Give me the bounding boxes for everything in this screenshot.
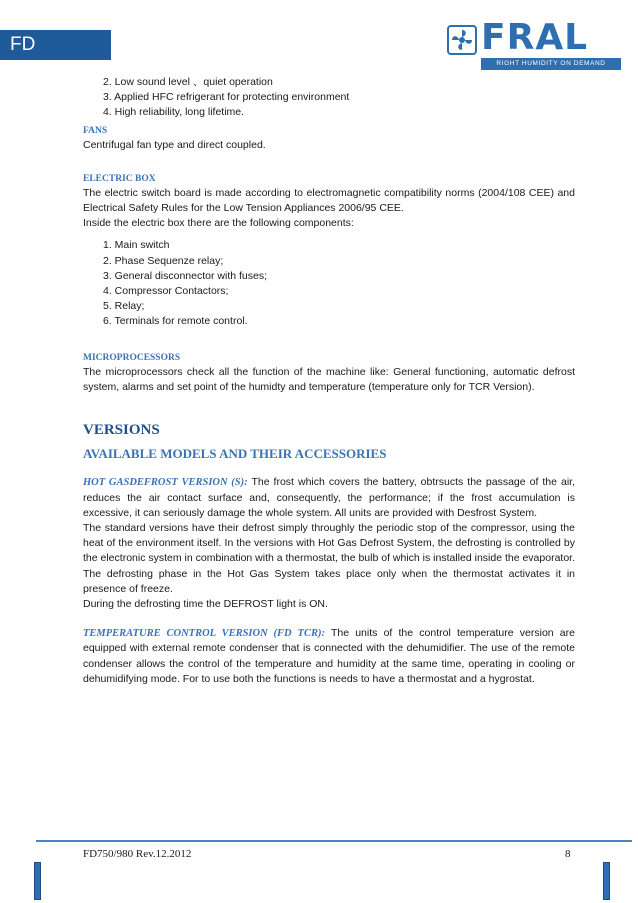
footer-right-bar (603, 862, 610, 900)
section-tab: FD (0, 30, 111, 60)
microprocessors-heading: MICROPROCESSORS (83, 352, 181, 363)
list-item: 6. Terminals for remote control. (103, 315, 248, 328)
features-list (83, 75, 575, 121)
fans-text: Centrifugal fan type and direct coupled. (83, 138, 266, 151)
list-item: 2. Phase Sequenze relay; (103, 254, 224, 267)
footer-left-bar (34, 862, 41, 900)
available-models-heading: AVAILABLE MODELS AND THEIR ACCESSORIES (83, 446, 387, 462)
temperature-control-lead: TEMPERATURE CONTROL VERSION (FD TCR): (83, 628, 325, 640)
hot-gas-defrost-light-text: During the defrosting time the DEFROST light is ON. (83, 598, 328, 611)
microprocessors-text: The microprocessors check all the function of the machine like: General functioning, automatic defrost system, alarms and set point of the humidty and temperature (temperature only for TCR Version). (83, 365, 575, 393)
temperature-control-text: The units of the control temperature version are equipped with external remote condenser that is connected with the dehumidifier. The use of the remote condenser allows the control of the temperature and humidity at the same time, operating in cooling or dehumidifying mode. For to use both the functions is needs to have a thermostat and a hygrostat. (83, 627, 575, 685)
components-list (83, 238, 575, 329)
electric-box-paragraph: The electric switch board is made according to electromagnetic compatibility norms (2004/108 CEE) and Electrical Safety Rules for the Low Tension Appliances 2006/95 CEE. (83, 186, 575, 215)
footer-divider (36, 840, 632, 842)
list-item: 1. Main switch (103, 239, 170, 252)
versions-heading: VERSIONS (83, 422, 160, 439)
logo-wordmark: FRAL (481, 17, 589, 58)
hot-gas-lead: HOT GASDEFROST VERSION (S): (83, 477, 248, 489)
fan-logo-icon (447, 25, 477, 55)
list-item: 5. Relay; (103, 300, 145, 313)
hot-gas-text: The frost which covers the battery, obtrsucts the passage of the air, reduces the air contact surface and, consequently, the performance; if the frost accumulation is excessive, it can seriously damage the whole system. All units are provided with Desfrost System. (83, 476, 575, 519)
page-content (83, 75, 575, 687)
list-item: 4. Compressor Contactors; (103, 285, 229, 298)
list-item: 3. General disconnector with fuses; (103, 269, 268, 282)
hot-gas-paragraph (83, 475, 575, 521)
list-item: 4. High reliability, long lifetime. (103, 106, 245, 119)
fral-logo (447, 17, 622, 72)
electric-box-heading: ELECTRIC BOX (83, 173, 156, 184)
page-number: 8 (565, 848, 571, 860)
list-item: 2. Low sound level 、quiet operation (103, 76, 273, 88)
list-item: 3. Applied HFC refrigerant for protecting environment (103, 91, 350, 104)
electric-box-intro: Inside the electric box there are the following components: (83, 217, 354, 230)
footer-doc-ref: FD750/980 Rev.12.2012 (83, 848, 192, 860)
fans-heading: FANS (83, 125, 108, 136)
temperature-control-paragraph (83, 626, 575, 687)
logo-tagline: RIGHT HUMIDITY ON DEMAND (481, 58, 621, 70)
hot-gas-standard-text: The standard versions have their defrost simply throughly the periodic stop of the compressor, using the heat of the environment itself. In the versions with Hot Gas Defrost System, the defrosting is controlled by the electronic system in combination with a thermostat, the bulb of which is installed inside the evaporator. The defrosting phase in the Hot Gas System takes place only when the thermostat activates it in presence of freeze. (83, 522, 576, 595)
